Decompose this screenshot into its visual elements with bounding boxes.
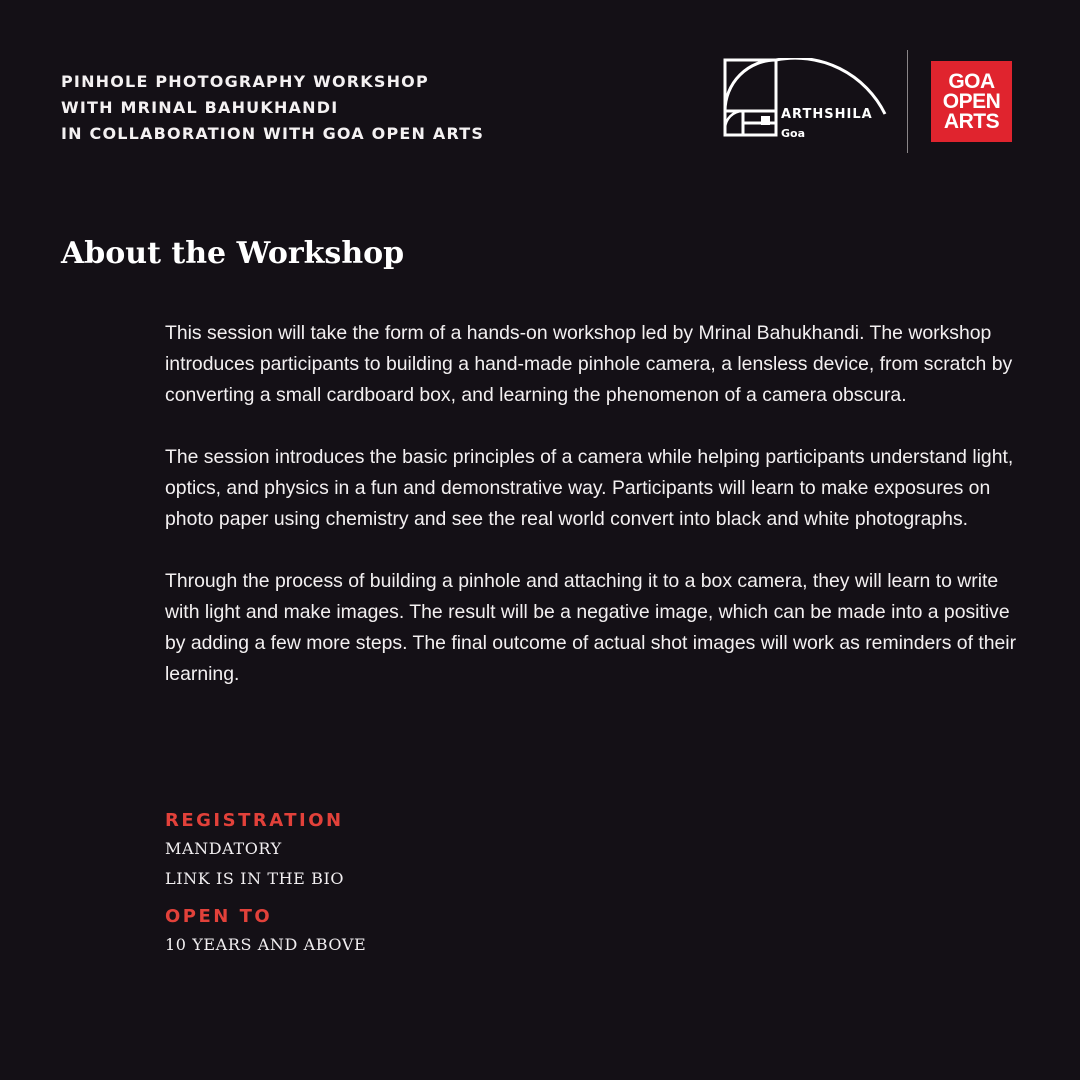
info-spacer [165, 894, 366, 904]
goa-logo-line-2: OPEN [942, 89, 1001, 113]
description-paragraph-2: The session introduces the basic principles of a camera while helping participants understand light, optics, and physics in a fun and demonstrative way. Participants will learn to make exposures on photo paper using chemistry and see the real world convert into black and white photographs. [165, 446, 1014, 530]
header-line-collaboration: IN COLLABORATION WITH GOA OPEN ARTS [61, 124, 485, 143]
section-title: About the Workshop [61, 236, 405, 271]
header-line-title: PINHOLE PHOTOGRAPHY WORKSHOP [61, 72, 429, 91]
registration-requirement: MANDATORY [165, 839, 282, 858]
logo-divider [907, 50, 908, 153]
workshop-description [165, 318, 1025, 721]
goa-open-arts-logo [931, 61, 1012, 142]
partner-logos [720, 50, 1020, 154]
goa-logo-line-3: ARTS [943, 109, 1000, 133]
arthshila-location: Goa [781, 127, 806, 140]
description-paragraph-3: Through the process of building a pinhole and attaching it to a box camera, they will learn to write with light and make images. The result will be a negative image, which can be made into a positive by adding a few more steps. The final outcome of actual shot images will work as reminders of their learning. [165, 570, 1017, 685]
open-to-value: 10 YEARS AND ABOVE [165, 935, 367, 954]
arthshila-name: ARTHSHILA [781, 107, 873, 122]
workshop-header [61, 69, 581, 147]
arthshila-golden-spiral-icon [723, 58, 893, 148]
open-to-label: OPEN TO [165, 906, 273, 927]
registration-label: REGISTRATION [165, 810, 344, 831]
goa-logo-line-1: GOA [948, 69, 995, 93]
header-line-host: WITH MRINAL BAHUKHANDI [61, 98, 339, 117]
registration-link-note: LINK IS IN THE BIO [165, 869, 345, 888]
workshop-info [165, 808, 366, 960]
description-paragraph-1: This session will take the form of a hands-on workshop led by Mrinal Bahukhandi. The workshop introduces participants to building a hand-made pinhole camera, a lensless device, from scratch by converting a small cardboard box, and learning the phenomenon of a camera obscura. [165, 322, 1013, 406]
